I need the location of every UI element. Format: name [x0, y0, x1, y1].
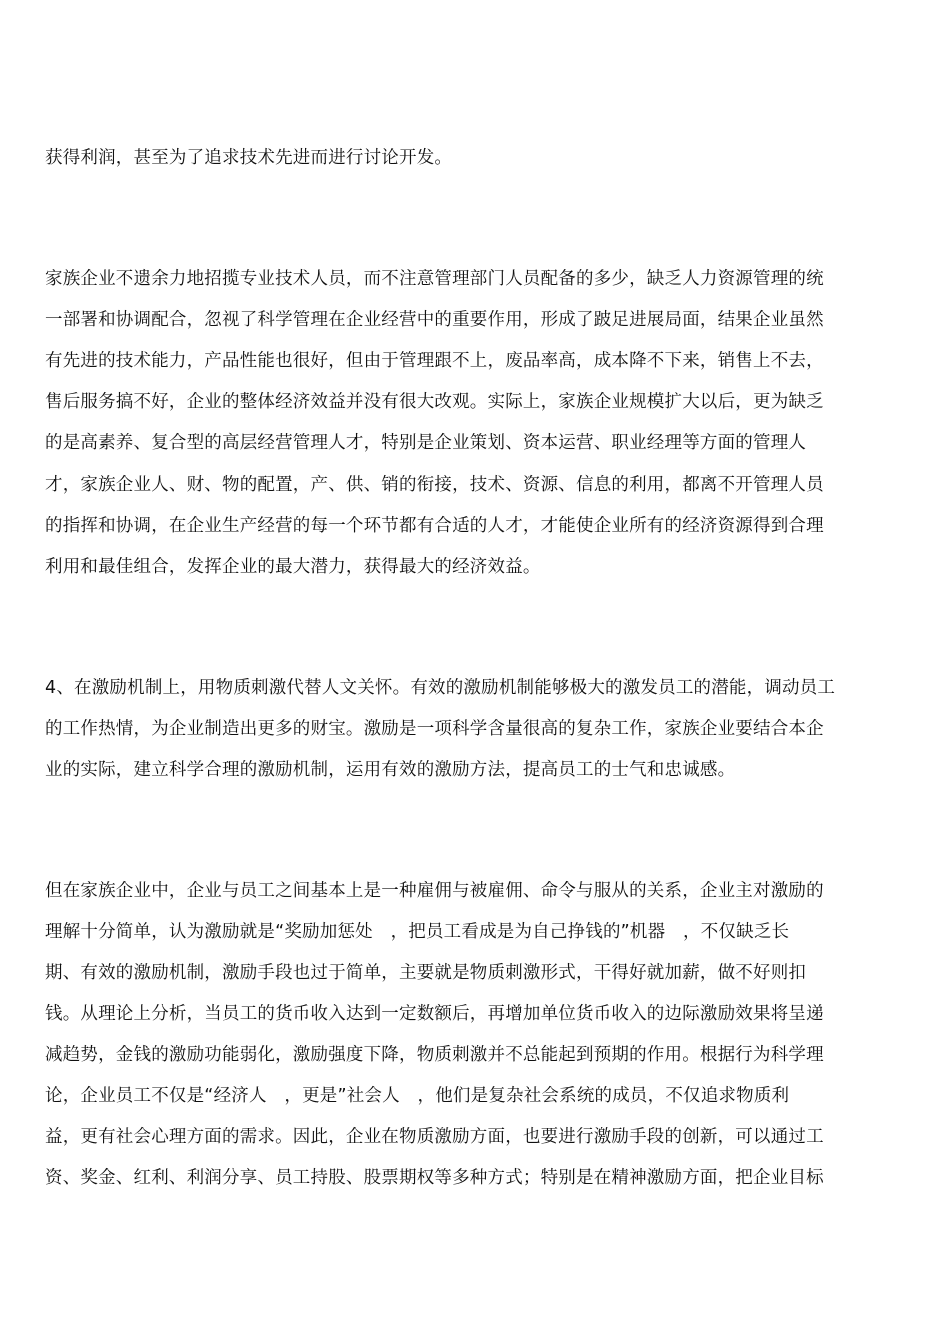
paragraph-line: 钱。从理论上分析，当员工的货币收入达到一定数额后，再增加单位货币收入的边际激励效果将呈递 — [45, 1004, 824, 1024]
paragraph-line: 一部署和协调配合，忽视了科学管理在企业经营中的重要作用，形成了跛足进展局面，结果企业虽然 — [45, 310, 824, 330]
paragraph-line: 的指挥和协调，在企业生产经营的每一个环节都有合适的人才，才能使企业所有的经济资源得到合理 — [45, 516, 824, 536]
paragraph-line: 有先进的技术能力，产品性能也很好，但由于管理跟不上，废品率高，成本降不下来，销售上不去， — [45, 351, 824, 371]
paragraph-line: 的工作热情，为企业制造出更多的财宝。激励是一项科学含量很高的复杂工作，家族企业要结合本企 — [45, 719, 824, 739]
paragraph-line: 减趋势，金钱的激励功能弱化，激励强度下降，物质刺激并不总能起到预期的作用。根据行为科学理 — [45, 1045, 824, 1065]
paragraph-line: 益，更有社会心理方面的需求。因此，企业在物质激励方面，也要进行激励手段的创新，可以通过工 — [45, 1127, 824, 1147]
paragraph-line: 理解十分简单，认为激励就是“奖励加惩处 ，把员工看成是为自己挣钱的”机器 ，不仅缺乏长 — [45, 922, 790, 942]
paragraph-line: 但在家族企业中，企业与员工之间基本上是一种雇佣与被雇佣、命令与服从的关系，企业主对激励的 — [45, 881, 824, 901]
paragraph-line: 期、有效的激励机制，激励手段也过于简单，主要就是物质刺激形式，干得好就加薪，做不好则扣 — [45, 963, 807, 983]
paragraph-line: 售后服务搞不好，企业的整体经济效益并没有很大改观。实际上，家族企业规模扩大以后，更为缺乏 — [45, 392, 824, 412]
paragraph-line: 的是高素养、复合型的高层经营管理人才，特别是企业策划、资本运营、职业经理等方面的管理人 — [45, 433, 807, 453]
paragraph-line: 业的实际，建立科学合理的激励机制，运用有效的激励方法，提高员工的士气和忠诚感。 — [45, 760, 736, 780]
paragraph-line: 利用和最佳组合，发挥企业的最大潜力，获得最大的经济效益。 — [45, 557, 541, 577]
paragraph-line: 资、奖金、红利、利润分享、员工持股、股票期权等多种方式；特别是在精神激励方面，把企业目标 — [45, 1168, 824, 1188]
paragraph-line: 4、在激励机制上，用物质刺激代替人文关怀。有效的激励机制能够极大的激发员工的潜能，调动员工 — [45, 678, 836, 698]
paragraph-line: 才，家族企业人、财、物的配置，产、供、销的衔接，技术、资源、信息的利用，都离不开管理人员 — [45, 475, 824, 495]
paragraph-line: 家族企业不遗余力地招揽专业技术人员，而不注意管理部门人员配备的多少，缺乏人力资源管理的统 — [45, 269, 824, 289]
paragraph-line: 论，企业员工不仅是“经济人 ，更是”社会人 ，他们是复杂社会系统的成员，不仅追求物质利 — [45, 1086, 790, 1106]
paragraph-line: 获得利润，甚至为了追求技术先进而进行讨论开发。 — [45, 148, 453, 168]
